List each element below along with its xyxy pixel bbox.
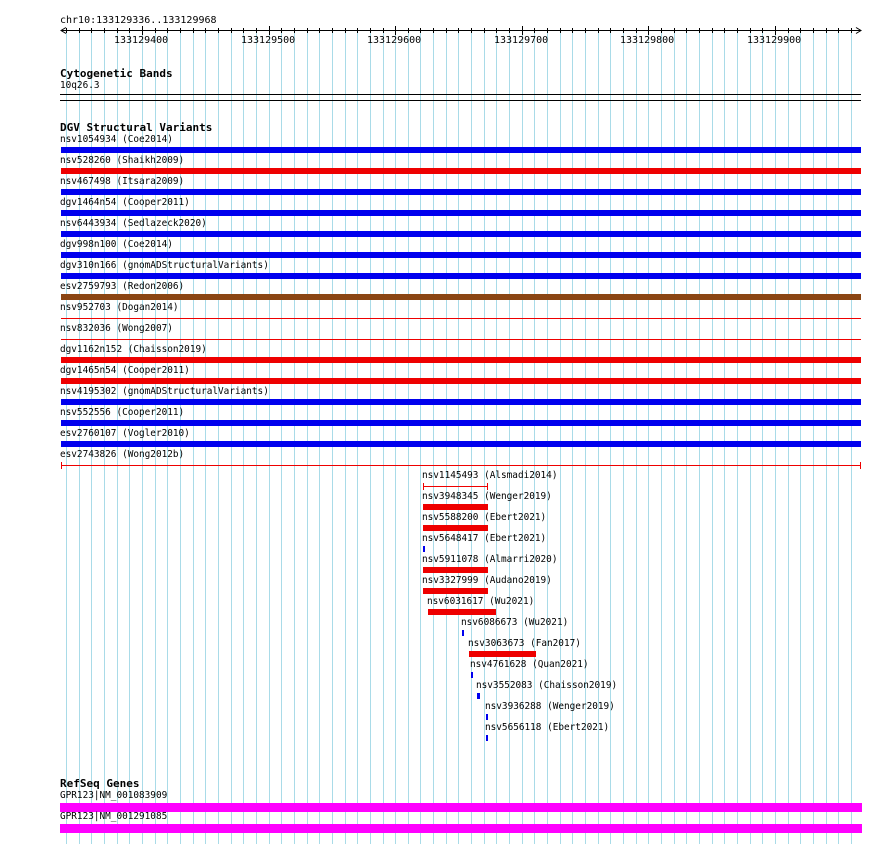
dgv-feature-label[interactable]: nsv5588200 (Ebert2021) <box>422 512 547 523</box>
dgv-feature-label[interactable]: esv2760107 (Vogler2010) <box>60 428 190 439</box>
dgv-feature-glyph[interactable] <box>423 567 488 573</box>
dgv-feature-label[interactable]: nsv832036 (Wong2007) <box>60 323 173 334</box>
cytoband-track-title: Cytogenetic Bands <box>60 67 173 80</box>
dgv-feature-glyph[interactable] <box>61 168 861 174</box>
dgv-feature-glyph[interactable] <box>423 504 488 510</box>
dgv-feature-glyph[interactable] <box>423 546 425 552</box>
ruler-tick-label: 133129600 <box>367 35 422 46</box>
dgv-feature-label[interactable]: nsv3063673 (Fan2017) <box>468 638 581 649</box>
dgv-feature-glyph[interactable] <box>423 525 488 531</box>
dgv-feature-glyph[interactable] <box>61 231 861 237</box>
dgv-feature-glyph[interactable] <box>428 609 496 615</box>
dgv-feature-glyph[interactable] <box>61 294 861 300</box>
dgv-feature-glyph[interactable] <box>61 378 861 384</box>
cytoband-label: 10q26.3 <box>60 80 100 91</box>
dgv-feature-label[interactable]: nsv1145493 (Alsmadi2014) <box>422 470 558 481</box>
dgv-feature-label[interactable]: nsv4195302 (gnomADStructuralVariants) <box>60 386 269 397</box>
dgv-track-title: DGV Structural Variants <box>60 121 213 134</box>
dgv-feature-label[interactable]: nsv467498 (Itsara2009) <box>60 176 185 187</box>
dgv-feature-label[interactable]: nsv1054934 (Coe2014) <box>60 134 173 145</box>
dgv-feature-glyph[interactable] <box>423 588 488 594</box>
dgv-feature-glyph[interactable] <box>61 441 861 447</box>
dgv-feature-label[interactable]: dgv998n100 (Coe2014) <box>60 239 173 250</box>
dgv-feature-glyph[interactable] <box>477 693 480 699</box>
ruler-tick-label: 133129900 <box>747 35 802 46</box>
dgv-feature-label[interactable]: dgv1162n152 (Chaisson2019) <box>60 344 207 355</box>
ruler-tick-label: 133129800 <box>620 35 675 46</box>
dgv-feature-label[interactable]: nsv528260 (Shaikh2009) <box>60 155 185 166</box>
dgv-feature-label[interactable]: nsv952703 (Dogan2014) <box>60 302 179 313</box>
dgv-feature-glyph[interactable] <box>61 357 861 363</box>
ruler-tick-label: 133129700 <box>494 35 549 46</box>
refseq-gene-glyph[interactable] <box>60 824 862 833</box>
dgv-feature-label[interactable]: nsv3552083 (Chaisson2019) <box>476 680 618 691</box>
refseq-gene-label[interactable]: GPR123|NM_001291085 <box>60 811 168 822</box>
dgv-feature-glyph[interactable] <box>486 714 488 720</box>
region-label: chr10:133129336..133129968 <box>60 15 217 26</box>
dgv-feature-label[interactable]: esv2759793 (Redon2006) <box>60 281 185 292</box>
dgv-feature-glyph[interactable] <box>61 210 861 216</box>
refseq-gene-label[interactable]: GPR123|NM_001083909 <box>60 790 168 801</box>
dgv-feature-glyph[interactable] <box>61 462 861 469</box>
dgv-feature-label[interactable]: nsv552556 (Cooper2011) <box>60 407 185 418</box>
dgv-feature-label[interactable]: dgv1464n54 (Cooper2011) <box>60 197 190 208</box>
dgv-feature-label[interactable]: nsv6443934 (Sedlazeck2020) <box>60 218 207 229</box>
dgv-feature-label[interactable]: nsv5648417 (Ebert2021) <box>422 533 547 544</box>
dgv-feature-glyph[interactable] <box>61 420 861 426</box>
dgv-feature-glyph[interactable] <box>61 399 861 405</box>
dgv-feature-glyph[interactable] <box>61 252 861 258</box>
dgv-feature-label[interactable]: nsv4761628 (Quan2021) <box>470 659 589 670</box>
dgv-feature-glyph[interactable] <box>486 735 488 741</box>
dgv-feature-glyph[interactable] <box>61 273 861 279</box>
dgv-feature-label[interactable]: nsv6031617 (Wu2021) <box>427 596 535 607</box>
ruler-tick-label: 133129400 <box>114 35 169 46</box>
dgv-feature-label[interactable]: dgv310n166 (gnomADStructuralVariants) <box>60 260 269 271</box>
refseq-gene-glyph[interactable] <box>60 803 862 812</box>
dgv-feature-glyph[interactable] <box>471 672 473 678</box>
dgv-feature-glyph[interactable] <box>469 651 536 657</box>
dgv-feature-label[interactable]: nsv3936288 (Wenger2019) <box>485 701 615 712</box>
dgv-feature-glyph[interactable] <box>61 189 861 195</box>
ruler-tick-label: 133129500 <box>241 35 296 46</box>
dgv-feature-glyph[interactable] <box>462 630 464 636</box>
dgv-feature-label[interactable]: nsv6086673 (Wu2021) <box>461 617 569 628</box>
dgv-feature-label[interactable]: esv2743826 (Wong2012b) <box>60 449 185 460</box>
dgv-feature-label[interactable]: nsv3327999 (Audano2019) <box>422 575 552 586</box>
dgv-feature-label[interactable]: nsv5656118 (Ebert2021) <box>485 722 610 733</box>
dgv-feature-label[interactable]: nsv5911078 (Almarri2020) <box>422 554 558 565</box>
refseq-track-title: RefSeq Genes <box>60 777 140 790</box>
dgv-feature-label[interactable]: nsv3948345 (Wenger2019) <box>422 491 552 502</box>
dgv-feature-glyph[interactable] <box>61 147 861 153</box>
dgv-feature-glyph[interactable] <box>423 483 488 490</box>
dgv-feature-label[interactable]: dgv1465n54 (Cooper2011) <box>60 365 190 376</box>
